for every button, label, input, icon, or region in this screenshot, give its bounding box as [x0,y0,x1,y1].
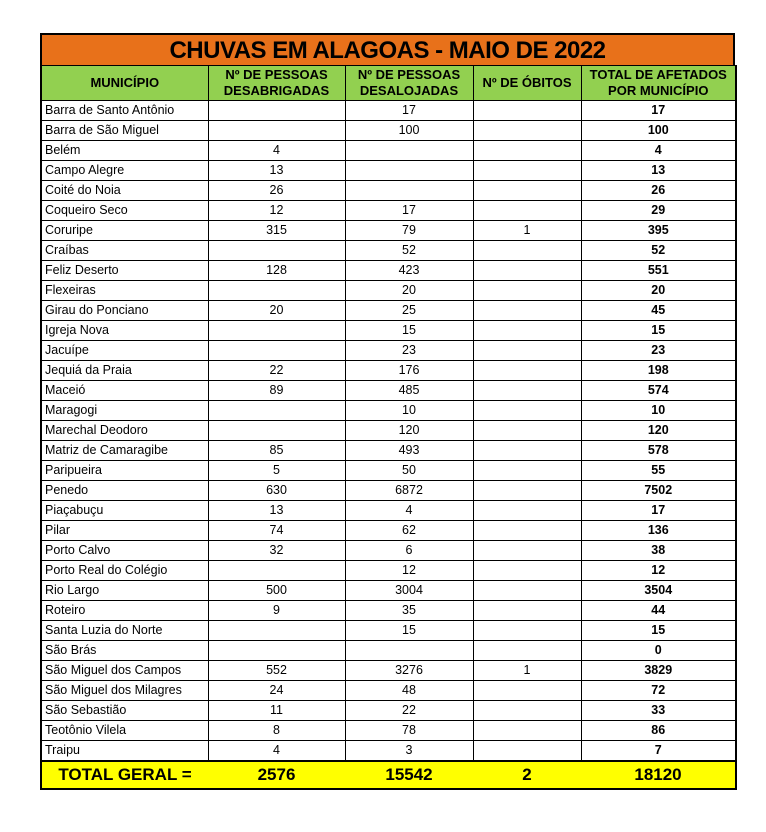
cell-desabrigadas: 5 [208,461,345,481]
header-total [581,66,736,101]
cell-desalojadas: 100 [345,121,473,141]
cell-total: 12 [581,561,736,581]
cell-municipio: Maceió [41,381,208,401]
cell-municipio: Paripueira [41,461,208,481]
cell-obitos [473,541,581,561]
cell-obitos [473,101,581,121]
cell-municipio: Maragogi [41,401,208,421]
table-row [41,321,736,341]
cell-obitos [473,181,581,201]
cell-desabrigadas: 8 [208,721,345,741]
cell-obitos [473,321,581,341]
total-geral-obitos: 2 [473,761,581,789]
cell-obitos [473,261,581,281]
cell-obitos [473,721,581,741]
cell-municipio: São Brás [41,641,208,661]
cell-obitos: 1 [473,221,581,241]
cell-total: 136 [581,521,736,541]
table-row [41,261,736,281]
header-desalojadas [345,66,473,101]
cell-municipio: Craíbas [41,241,208,261]
cell-municipio: São Miguel dos Milagres [41,681,208,701]
cell-desalojadas: 20 [345,281,473,301]
cell-municipio: Igreja Nova [41,321,208,341]
cell-obitos: 1 [473,661,581,681]
cell-desabrigadas [208,101,345,121]
table-row [41,101,736,121]
cell-total: 578 [581,441,736,461]
cell-total: 120 [581,421,736,441]
cell-municipio: Coruripe [41,221,208,241]
cell-desalojadas: 3004 [345,581,473,601]
cell-obitos [473,621,581,641]
cell-obitos [473,401,581,421]
cell-total: 7 [581,741,736,762]
total-geral-desabrigadas: 2576 [208,761,345,789]
header-municipio [41,66,208,101]
cell-municipio: Piaçabuçu [41,501,208,521]
cell-obitos [473,501,581,521]
table-row [41,201,736,221]
cell-desabrigadas: 24 [208,681,345,701]
cell-total: 44 [581,601,736,621]
cell-desabrigadas: 22 [208,361,345,381]
table-row [41,401,736,421]
cell-obitos [473,641,581,661]
cell-desabrigadas [208,281,345,301]
cell-municipio: Campo Alegre [41,161,208,181]
cell-municipio: Roteiro [41,601,208,621]
total-geral-desalojadas: 15542 [345,761,473,789]
header-desabrigadas [208,66,345,101]
cell-obitos [473,601,581,621]
cell-desalojadas: 3 [345,741,473,762]
cell-total: 72 [581,681,736,701]
cell-desabrigadas: 9 [208,601,345,621]
cell-total: 17 [581,101,736,121]
cell-obitos [473,341,581,361]
cell-desalojadas: 25 [345,301,473,321]
cell-obitos [473,361,581,381]
table-title: CHUVAS EM ALAGOAS - MAIO DE 2022 [40,33,735,65]
cell-desalojadas: 10 [345,401,473,421]
cell-total: 0 [581,641,736,661]
table-row [41,641,736,661]
cell-desalojadas: 423 [345,261,473,281]
cell-total: 15 [581,621,736,641]
cell-obitos [473,301,581,321]
cell-desalojadas: 6872 [345,481,473,501]
cell-obitos [473,281,581,301]
header-obitos [473,66,581,101]
cell-desalojadas: 15 [345,321,473,341]
table-row [41,721,736,741]
cell-desalojadas: 4 [345,501,473,521]
table-row [41,181,736,201]
cell-desabrigadas: 13 [208,161,345,181]
cell-desalojadas: 17 [345,201,473,221]
cell-municipio: Teotônio Vilela [41,721,208,741]
cell-municipio: Penedo [41,481,208,501]
cell-municipio: Marechal Deodoro [41,421,208,441]
table-row [41,461,736,481]
cell-municipio: São Miguel dos Campos [41,661,208,681]
table-body [41,101,736,762]
cell-obitos [473,481,581,501]
cell-municipio: Belém [41,141,208,161]
cell-municipio: Pilar [41,521,208,541]
cell-desalojadas: 35 [345,601,473,621]
cell-desalojadas: 50 [345,461,473,481]
cell-desabrigadas: 4 [208,141,345,161]
cell-obitos [473,561,581,581]
cell-total: 26 [581,181,736,201]
cell-total: 551 [581,261,736,281]
cell-desabrigadas: 89 [208,381,345,401]
cell-total: 45 [581,301,736,321]
cell-municipio: Coqueiro Seco [41,201,208,221]
cell-total: 20 [581,281,736,301]
table-row [41,341,736,361]
cell-total: 10 [581,401,736,421]
cell-obitos [473,241,581,261]
cell-desalojadas: 52 [345,241,473,261]
cell-municipio: Feliz Deserto [41,261,208,281]
cell-desabrigadas [208,241,345,261]
table-row [41,281,736,301]
cell-desabrigadas: 85 [208,441,345,461]
cell-desabrigadas: 128 [208,261,345,281]
cell-desabrigadas: 74 [208,521,345,541]
header-desalojadas-line2: DESALOJADAS [359,83,459,98]
cell-desabrigadas [208,121,345,141]
total-geral-total: 18120 [581,761,736,789]
cell-obitos [473,441,581,461]
cell-desalojadas [345,161,473,181]
cell-desalojadas: 12 [345,561,473,581]
header-municipio-label: MUNICÍPIO [90,75,160,90]
cell-obitos [473,461,581,481]
header-desabrigadas-line1: Nº DE PESSOAS [225,67,328,82]
cell-desabrigadas: 630 [208,481,345,501]
cell-desalojadas [345,141,473,161]
cell-municipio: Coité do Noia [41,181,208,201]
table-row [41,121,736,141]
cell-total: 3504 [581,581,736,601]
cell-municipio: Porto Calvo [41,541,208,561]
cell-total: 52 [581,241,736,261]
cell-total: 7502 [581,481,736,501]
cell-total: 86 [581,721,736,741]
table-row [41,541,736,561]
cell-municipio: Girau do Ponciano [41,301,208,321]
cell-desalojadas: 6 [345,541,473,561]
cell-desalojadas: 3276 [345,661,473,681]
cell-obitos [473,701,581,721]
cell-total: 574 [581,381,736,401]
cell-desabrigadas: 552 [208,661,345,681]
cell-desalojadas: 120 [345,421,473,441]
cell-desalojadas: 48 [345,681,473,701]
cell-obitos [473,121,581,141]
cell-desalojadas: 15 [345,621,473,641]
cell-municipio: Barra de São Miguel [41,121,208,141]
cell-desabrigadas [208,341,345,361]
cell-municipio: Santa Luzia do Norte [41,621,208,641]
cell-desabrigadas [208,401,345,421]
cell-desalojadas: 62 [345,521,473,541]
cell-desalojadas [345,181,473,201]
table-row [41,161,736,181]
table-row [41,141,736,161]
cell-municipio: Barra de Santo Antônio [41,101,208,121]
table-row [41,501,736,521]
cell-municipio: Jequiá da Praia [41,361,208,381]
cell-total: 100 [581,121,736,141]
table-row [41,561,736,581]
table-row [41,381,736,401]
header-total-line2: POR MUNICÍPIO [608,83,709,98]
table-row [41,661,736,681]
cell-obitos [473,521,581,541]
cell-desabrigadas [208,641,345,661]
header-desabrigadas-line2: DESABRIGADAS [223,83,330,98]
table-row [41,301,736,321]
cell-total: 13 [581,161,736,181]
cell-obitos [473,421,581,441]
table-row [41,441,736,461]
cell-obitos [473,141,581,161]
cell-desalojadas: 23 [345,341,473,361]
cell-desabrigadas: 13 [208,501,345,521]
header-obitos-label: Nº DE ÓBITOS [482,75,572,90]
header-desalojadas-line1: Nº DE PESSOAS [357,67,461,82]
cell-desabrigadas [208,321,345,341]
cell-total: 3829 [581,661,736,681]
cell-desalojadas: 176 [345,361,473,381]
cell-desabrigadas: 20 [208,301,345,321]
cell-total: 198 [581,361,736,381]
cell-total: 23 [581,341,736,361]
cell-municipio: Porto Real do Colégio [41,561,208,581]
cell-desabrigadas: 11 [208,701,345,721]
cell-obitos [473,581,581,601]
cell-desabrigadas [208,621,345,641]
cell-total: 38 [581,541,736,561]
cell-desalojadas: 17 [345,101,473,121]
cell-desabrigadas: 26 [208,181,345,201]
cell-obitos [473,381,581,401]
cell-desalojadas: 78 [345,721,473,741]
cell-total: 29 [581,201,736,221]
cell-desalojadas: 22 [345,701,473,721]
table-row [41,521,736,541]
cell-total: 395 [581,221,736,241]
cell-desabrigadas [208,421,345,441]
cell-desabrigadas: 12 [208,201,345,221]
table-row [41,481,736,501]
table-row [41,421,736,441]
cell-desabrigadas: 315 [208,221,345,241]
cell-obitos [473,681,581,701]
total-geral-row [41,761,736,789]
cell-municipio: Matriz de Camaragibe [41,441,208,461]
total-geral-label: TOTAL GERAL = [41,761,208,789]
cell-total: 17 [581,501,736,521]
cell-obitos [473,201,581,221]
table-row [41,581,736,601]
table-row [41,221,736,241]
cell-total: 33 [581,701,736,721]
cell-desabrigadas [208,561,345,581]
spreadsheet-table [40,33,735,790]
data-table [40,65,737,790]
cell-total: 4 [581,141,736,161]
cell-municipio: Jacuípe [41,341,208,361]
cell-total: 55 [581,461,736,481]
cell-municipio: São Sebastião [41,701,208,721]
table-row [41,361,736,381]
cell-desabrigadas: 32 [208,541,345,561]
header-row [41,66,736,101]
cell-desalojadas [345,641,473,661]
cell-desabrigadas: 4 [208,741,345,762]
cell-desalojadas: 493 [345,441,473,461]
cell-desalojadas: 79 [345,221,473,241]
cell-municipio: Flexeiras [41,281,208,301]
table-row [41,701,736,721]
table-row [41,601,736,621]
header-total-line1: TOTAL DE AFETADOS [589,67,727,82]
cell-municipio: Traipu [41,741,208,762]
table-row [41,681,736,701]
cell-desabrigadas: 500 [208,581,345,601]
cell-obitos [473,161,581,181]
table-row [41,241,736,261]
cell-desalojadas: 485 [345,381,473,401]
table-row [41,741,736,762]
table-row [41,621,736,641]
cell-total: 15 [581,321,736,341]
cell-municipio: Rio Largo [41,581,208,601]
cell-obitos [473,741,581,762]
